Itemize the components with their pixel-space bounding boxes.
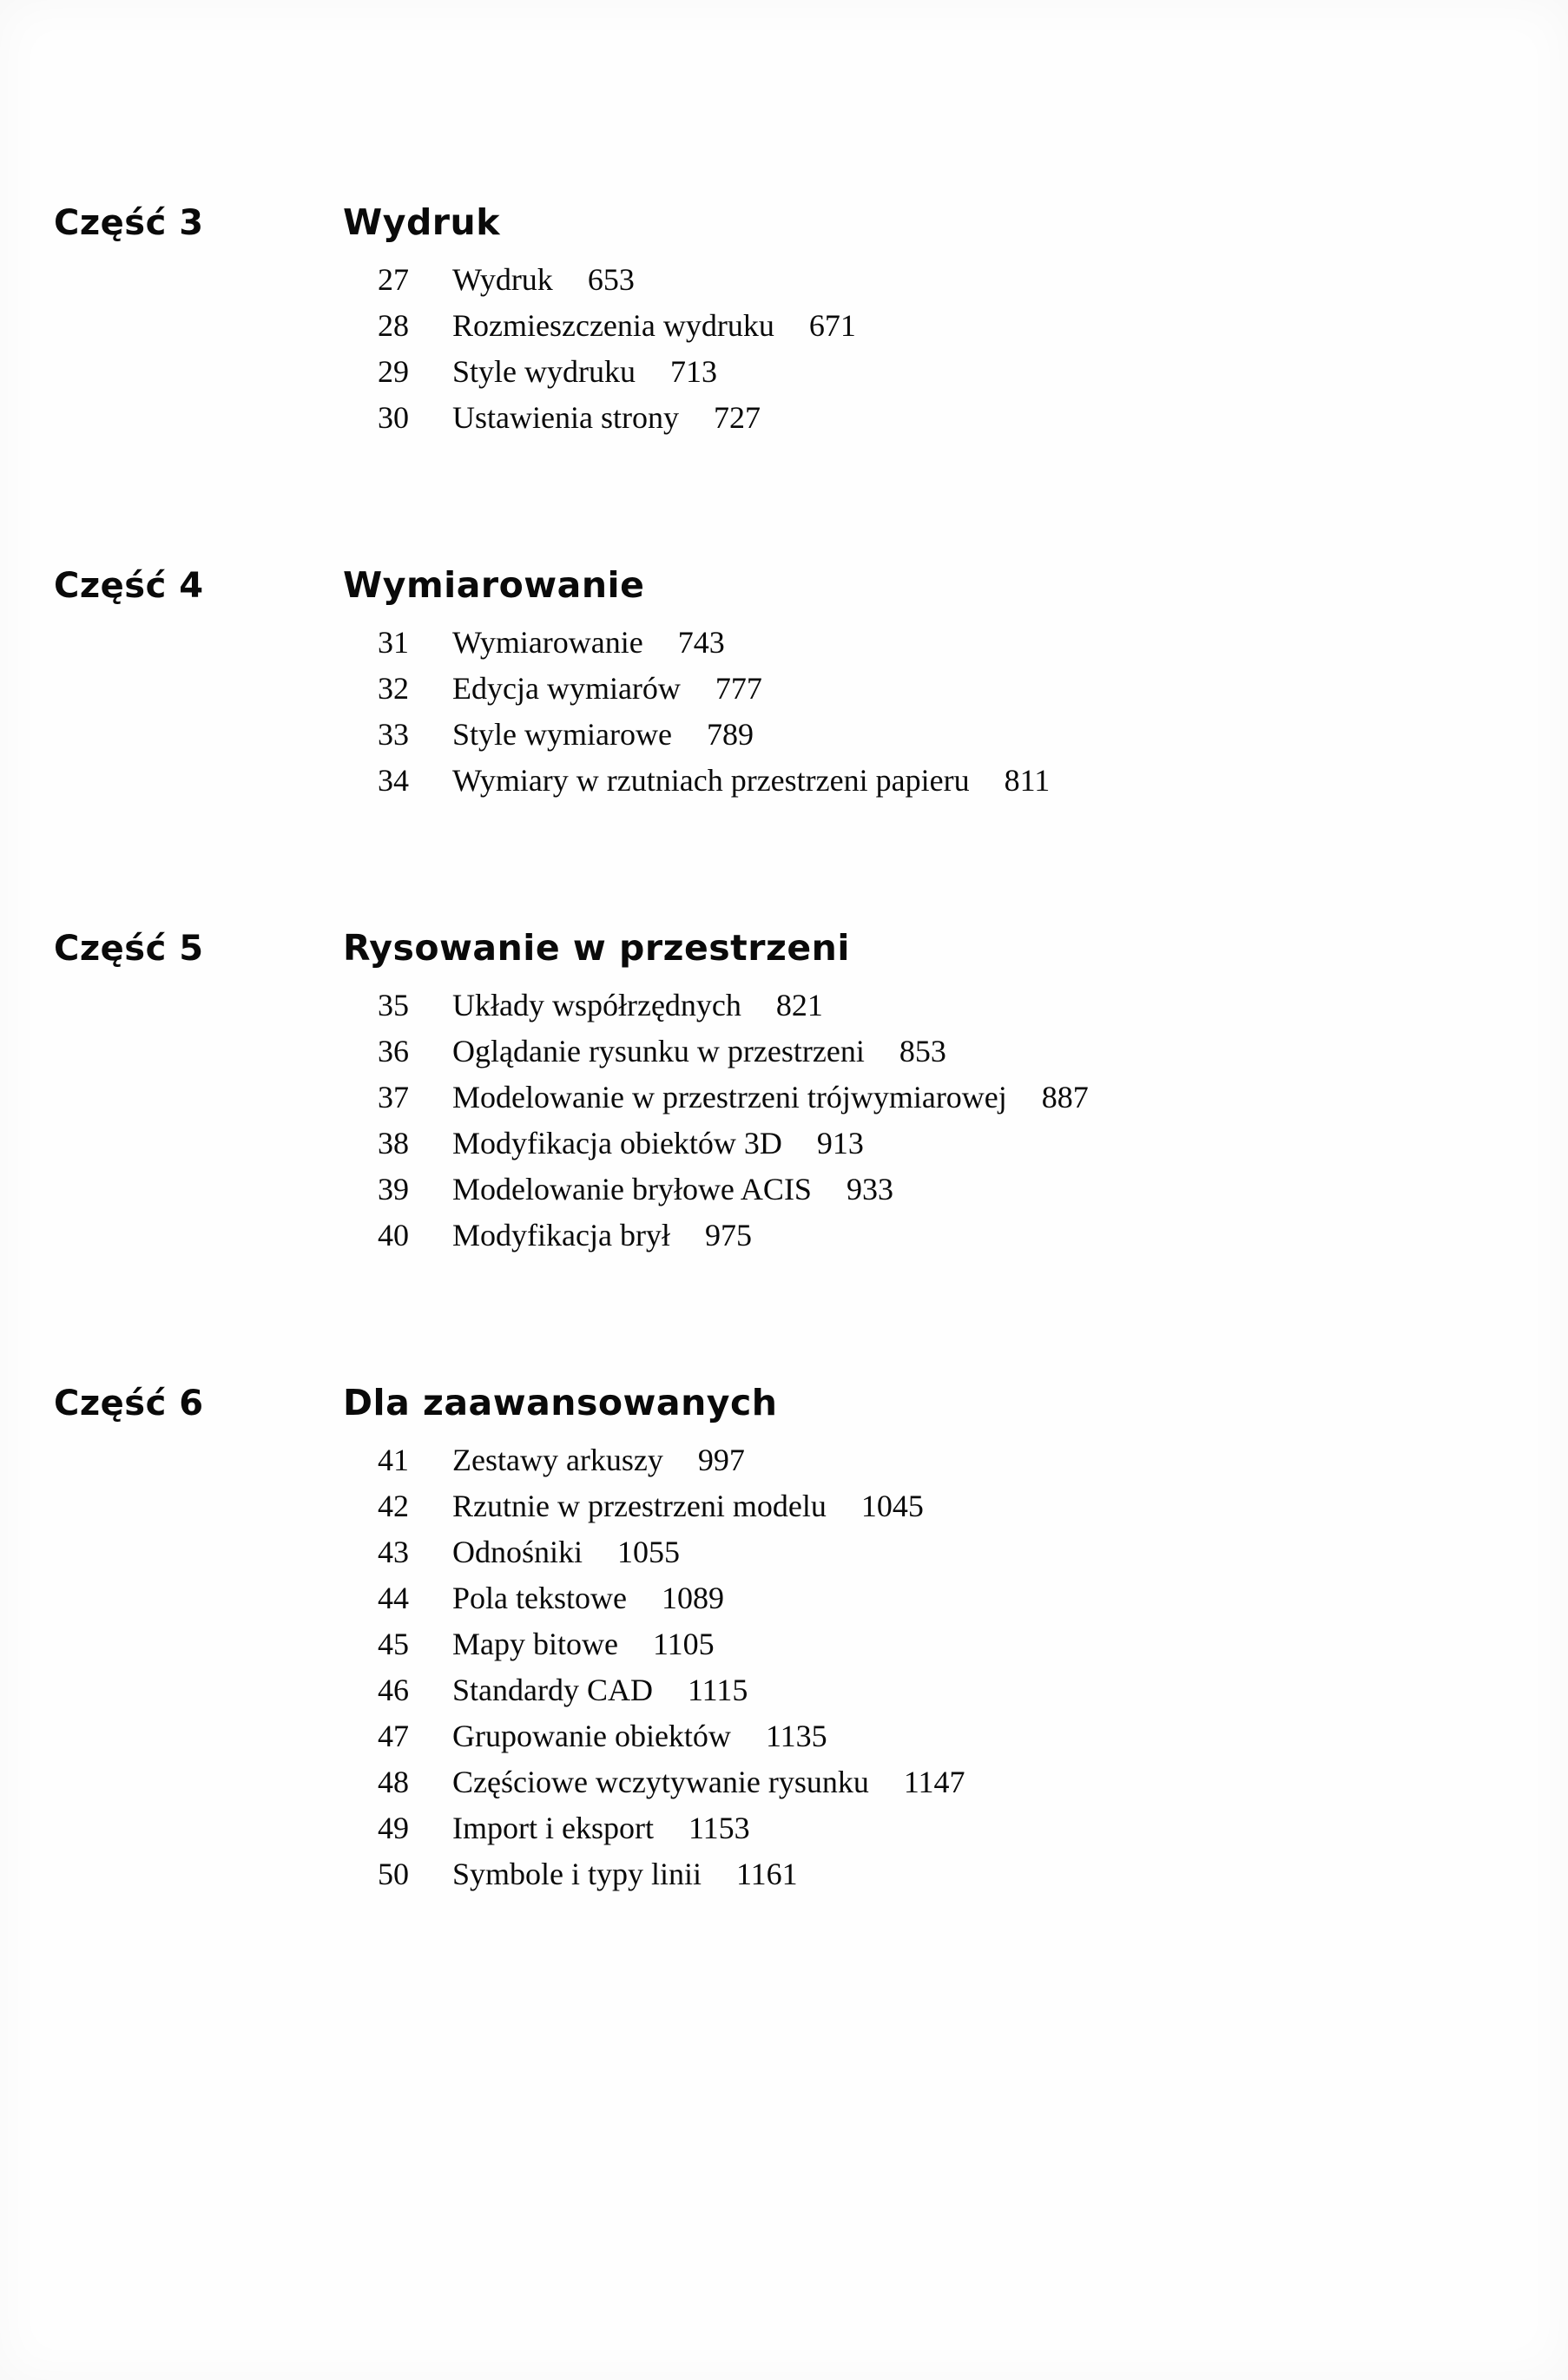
chapter-list — [378, 257, 1516, 441]
chapter-title: Pola tekstowe — [452, 1581, 627, 1615]
chapter-title: Import i eksport — [452, 1811, 654, 1845]
chapter-list — [378, 983, 1516, 1259]
chapter-number: 34 — [378, 763, 409, 798]
chapter-row — [378, 303, 1516, 349]
chapter-page: 1089 — [661, 1581, 724, 1615]
section-header — [54, 201, 1516, 243]
part-title: Dla zaawansowanych — [343, 1382, 778, 1423]
chapter-row — [378, 758, 1516, 804]
chapter-page: 821 — [775, 988, 823, 1022]
chapter-number: 43 — [378, 1535, 409, 1569]
chapter-number: 30 — [378, 400, 409, 435]
chapter-number: 48 — [378, 1765, 409, 1799]
chapter-row — [378, 1667, 1516, 1713]
chapter-number: 39 — [378, 1172, 409, 1206]
chapter-row — [378, 1621, 1516, 1667]
chapter-title: Wydruk — [452, 262, 553, 297]
chapter-page: 789 — [706, 717, 754, 752]
chapter-row — [378, 1483, 1516, 1529]
chapter-row — [378, 395, 1516, 441]
chapter-row — [378, 1167, 1516, 1213]
chapter-title: Grupowanie obiektów — [452, 1719, 731, 1753]
chapter-title: Edycja wymiarów — [452, 671, 681, 706]
chapter-row — [378, 983, 1516, 1029]
chapter-row — [378, 1851, 1516, 1897]
chapter-row — [378, 1759, 1516, 1805]
chapter-page: 671 — [808, 308, 856, 343]
chapter-page: 933 — [846, 1172, 893, 1206]
chapter-title: Modelowanie w przestrzeni trójwymiarowej — [452, 1080, 1007, 1114]
chapter-title: Symbole i typy linii — [452, 1857, 702, 1891]
chapter-title: Ustawienia strony — [452, 400, 679, 435]
chapter-number: 42 — [378, 1489, 409, 1523]
chapter-title: Rozmieszczenia wydruku — [452, 308, 774, 343]
chapter-page: 1055 — [617, 1535, 681, 1569]
chapter-number: 37 — [378, 1080, 409, 1114]
chapter-row — [378, 1805, 1516, 1851]
chapter-page: 1045 — [860, 1489, 924, 1523]
chapter-page: 1161 — [736, 1857, 798, 1891]
chapter-row — [378, 712, 1516, 758]
chapter-page: 727 — [713, 400, 761, 435]
chapter-page: 913 — [816, 1126, 864, 1160]
chapter-number: 32 — [378, 671, 409, 706]
chapter-row — [378, 1437, 1516, 1483]
chapter-row — [378, 1713, 1516, 1759]
chapter-title: Modyfikacja obiektów 3D — [452, 1126, 782, 1160]
chapter-list — [378, 620, 1516, 804]
chapter-title: Standardy CAD — [452, 1673, 653, 1707]
chapter-title: Układy współrzędnych — [452, 988, 741, 1022]
chapter-number: 50 — [378, 1857, 409, 1891]
chapter-title: Rzutnie w przestrzeni modelu — [452, 1489, 827, 1523]
chapter-number: 40 — [378, 1218, 409, 1252]
chapter-number: 46 — [378, 1673, 409, 1707]
chapter-row — [378, 257, 1516, 303]
chapter-title: Oglądanie rysunku w przestrzeni — [452, 1034, 865, 1068]
toc-section — [54, 564, 1516, 804]
chapter-number: 27 — [378, 262, 409, 297]
section-header — [54, 927, 1516, 969]
chapter-page: 777 — [715, 671, 762, 706]
chapter-page: 1105 — [652, 1627, 715, 1661]
toc-section — [54, 201, 1516, 441]
part-title: Rysowanie w przestrzeni — [343, 927, 850, 969]
chapter-title: Modyfikacja brył — [452, 1218, 670, 1252]
chapter-title: Style wymiarowe — [452, 717, 672, 752]
chapter-title: Zestawy arkuszy — [452, 1443, 663, 1477]
chapter-row — [378, 1121, 1516, 1167]
chapter-row — [378, 1575, 1516, 1621]
chapter-number: 28 — [378, 308, 409, 343]
chapter-page: 997 — [697, 1443, 745, 1477]
chapter-number: 36 — [378, 1034, 409, 1068]
chapter-title: Wymiary w rzutniach przestrzeni papieru — [452, 763, 970, 798]
chapter-row — [378, 620, 1516, 666]
chapter-number: 31 — [378, 625, 409, 660]
chapter-number: 45 — [378, 1627, 409, 1661]
chapter-title: Odnośniki — [452, 1535, 583, 1569]
part-title: Wydruk — [343, 201, 500, 243]
chapter-number: 29 — [378, 354, 409, 389]
toc — [54, 201, 1516, 2021]
chapter-page: 1153 — [688, 1811, 750, 1845]
chapter-page: 743 — [677, 625, 725, 660]
chapter-number: 44 — [378, 1581, 409, 1615]
part-label: Część 4 — [54, 566, 204, 606]
chapter-page: 1115 — [687, 1673, 748, 1707]
chapter-number: 49 — [378, 1811, 409, 1845]
part-label: Część 5 — [54, 929, 204, 969]
toc-section — [54, 1382, 1516, 1897]
chapter-number: 35 — [378, 988, 409, 1022]
chapter-number: 38 — [378, 1126, 409, 1160]
chapter-number: 47 — [378, 1719, 409, 1753]
chapter-row — [378, 349, 1516, 395]
toc-section — [54, 927, 1516, 1259]
chapter-page: 853 — [899, 1034, 946, 1068]
chapter-page: 887 — [1041, 1080, 1089, 1114]
chapter-page: 713 — [670, 354, 717, 389]
chapter-row — [378, 666, 1516, 712]
chapter-number: 33 — [378, 717, 409, 752]
chapter-title: Wymiarowanie — [452, 625, 643, 660]
chapter-row — [378, 1213, 1516, 1259]
chapter-title: Częściowe wczytywanie rysunku — [452, 1765, 869, 1799]
part-label: Część 6 — [54, 1384, 204, 1423]
chapter-row — [378, 1029, 1516, 1075]
section-header — [54, 1382, 1516, 1423]
chapter-list — [378, 1437, 1516, 1897]
chapter-page: 975 — [704, 1218, 752, 1252]
chapter-page: 1147 — [903, 1765, 965, 1799]
chapter-row — [378, 1075, 1516, 1121]
part-label: Część 3 — [54, 203, 204, 243]
chapter-row — [378, 1529, 1516, 1575]
chapter-title: Modelowanie bryłowe ACIS — [452, 1172, 812, 1206]
part-title: Wymiarowanie — [343, 564, 645, 606]
chapter-page: 653 — [587, 262, 635, 297]
chapter-title: Style wydruku — [452, 354, 636, 389]
chapter-title: Mapy bitowe — [452, 1627, 618, 1661]
chapter-number: 41 — [378, 1443, 409, 1477]
chapter-page: 1135 — [765, 1719, 827, 1753]
section-header — [54, 564, 1516, 606]
chapter-page: 811 — [1004, 763, 1051, 798]
